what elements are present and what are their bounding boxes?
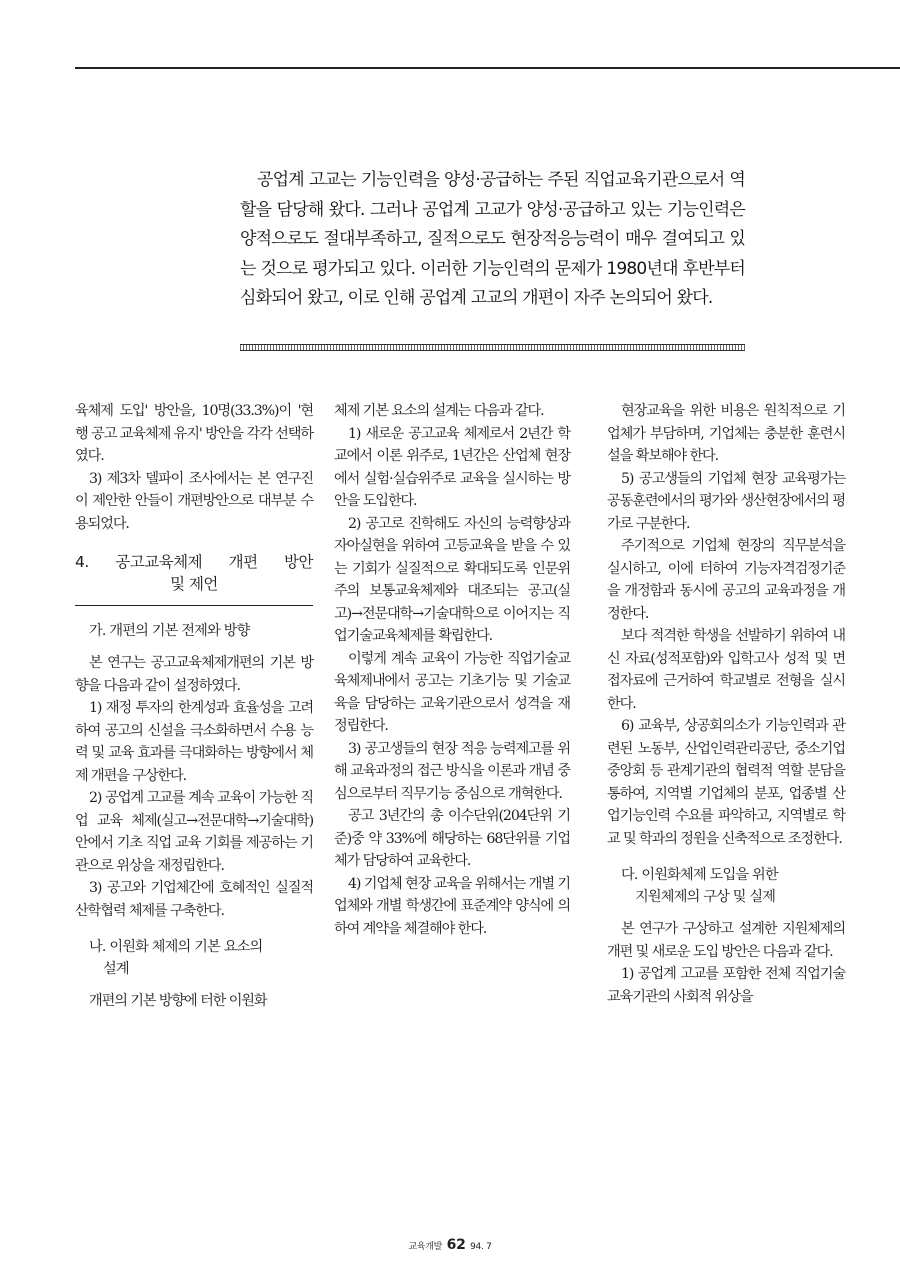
paragraph: 육체제 도입' 방안을, 10명(33.3%)이 '현행 공고 교육체제 유지' 방안을 각각 선택하였다. [75, 403, 313, 464]
paragraph: 현장교육을 위한 비용은 원칙적으로 기업체가 부담하며, 기업체는 충분한 훈련시설을 확보해야 한다. [607, 403, 845, 464]
subsection-heading-line: 나. 이원화 체제의 기본 요소의 [89, 939, 263, 955]
subsection-heading-line: 설계 [103, 961, 129, 977]
page-footer [0, 1237, 900, 1253]
section-heading-line: 및 제언 [170, 575, 218, 593]
column-2 [334, 400, 570, 940]
paragraph: 이렇게 계속 교육이 가능한 직업기술교육체제내에서 공고는 기초기능 및 기술교육을 담당하는 교육기관으로서 성격을 재정립한다. [334, 650, 570, 734]
subsection-heading-line: 다. 이원화체제 도입을 위한 [621, 867, 778, 883]
paragraph: 3) 공고와 기업체간에 호혜적인 실질적 산학협력 체제를 구축한다. [75, 880, 313, 919]
paragraph: 본 연구는 공고교육체제개편의 기본 방향을 다음과 같이 설정하였다. [75, 655, 313, 694]
paragraph: 개편의 기본 방향에 터한 이원화 [89, 993, 267, 1009]
paragraph: 주기적으로 기업체 현장의 직무분석을 실시하고, 이에 터하여 기능자격검정기준을 개정함과 동시에 공고의 교육과정을 개정한다. [607, 538, 845, 622]
abstract-box [240, 166, 745, 314]
paragraph: 1) 재정 투자의 한계성과 효율성을 고려하여 공고의 신설을 극소화하면서 수용 능력 및 교육 효과를 극대화하는 방향에서 체제 개편을 구상한다. [75, 700, 313, 784]
paragraph: 체제 기본 요소의 설계는 다음과 같다. [334, 403, 544, 419]
issue-date: 94. 7 [470, 1242, 492, 1252]
top-rule [75, 67, 900, 69]
paragraph: 본 연구가 구상하고 설계한 지원체제의 개편 및 새로운 도입 방안은 다음과 같다. [607, 921, 845, 960]
section-heading-line: 4. 공고교육체제 개편 방안 [75, 553, 313, 571]
paragraph: 공고 3년간의 총 이수단위(204단위 기준)중 약 33%에 해당하는 68단위를 기업체가 담당하여 교육한다. [334, 808, 570, 869]
paragraph: 1) 새로운 공고교육 체제로서 2년간 학교에서 이론 위주로, 1년간은 산업체 현장에서 실험·실습위주로 교육을 실시하는 방안을 도입한다. [334, 425, 570, 509]
journal-name: 교육개발 [408, 1242, 443, 1252]
paragraph: 보다 적격한 학생을 선발하기 위하여 내신 자료(성적포함)와 입학고사 성적 및 면접자료에 근거하여 학교별로 전형을 실시한다. [607, 628, 845, 712]
page-number: 62 [446, 1237, 466, 1253]
paragraph: 4) 기업체 현장 교육을 위해서는 개별 기업체와 개별 학생간에 표준계약 양식에 의하여 계약을 체결해야 한다. [334, 875, 570, 937]
abstract-text: 공업계 고교는 기능인력을 양성·공급하는 주된 직업교육기관으로서 역할을 담당해 왔다. 그러나 공업계 고교가 양성·공급하고 있는 기능인력은 양적으로도 절대부족하고, 질적으로도 현장적응능력이 매우 결여되고 있는 것으로 평가되고 있다. 이러한 기능인력의 문제가 1980년대 후반부터 심화되어 왔고, 이로 인해 공업계 고교의 개편이 자주 논의되어 왔다. [240, 170, 745, 308]
paragraph: 2) 공고로 진학해도 자신의 능력향상과 자아실현을 위하여 고등교육을 받을 수 있는 기회가 실질적으로 확대되도록 인문위주의 보통교육체제와 대조되는 공고(실고)→전문대학→기술대학으로 이어지는 직업기술교육체제를 확립한다. [334, 515, 570, 644]
subsection-heading-line: 지원체제의 구상 및 실제 [635, 889, 776, 905]
subsection-heading [89, 936, 313, 980]
subsection-heading-line: 가. 개편의 기본 전제와 방향 [89, 623, 250, 639]
section-heading [75, 551, 313, 606]
paragraph: 6) 교육부, 상공회의소가 기능인력과 관련된 노동부, 산업인력관리공단, 중소기업중앙회 등 관계기관의 협력적 역할 분담을 통하여, 지역별 기업체의 분포, 업종별 산업기능인력 수요를 파악하고, 지역별로 학교 및 학과의 정원을 신축적으로 조정한다. [607, 718, 845, 847]
abstract-divider [240, 344, 745, 351]
subsection-heading [621, 864, 845, 908]
paragraph: 3) 제3차 델파이 조사에서는 본 연구진이 제안한 안들이 개편방안으로 대부분 수용되었다. [75, 470, 313, 532]
paragraph: 5) 공고생들의 기업체 현장 교육평가는 공동훈련에서의 평가와 생산현장에서의 평가로 구분한다. [607, 470, 845, 532]
paragraph: 1) 공업계 고교를 포함한 전체 직업기술교육기관의 사회적 위상을 [607, 966, 845, 1005]
column-3 [607, 400, 845, 1008]
paragraph: 2) 공업계 고교를 계속 교육이 가능한 직업 교육 체제(실고→전문대학→기술대학)안에서 기초 직업 교육 기회를 제공하는 기관으로 위상을 재정립한다. [75, 790, 313, 874]
column-1 [75, 400, 313, 1013]
subsection-heading [89, 620, 313, 642]
paragraph: 3) 공고생들의 현장 적응 능력제고를 위해 교육과정의 접근 방식을 이론과 개념 중심으로부터 직무기능 중심으로 개혁한다. [334, 740, 570, 802]
